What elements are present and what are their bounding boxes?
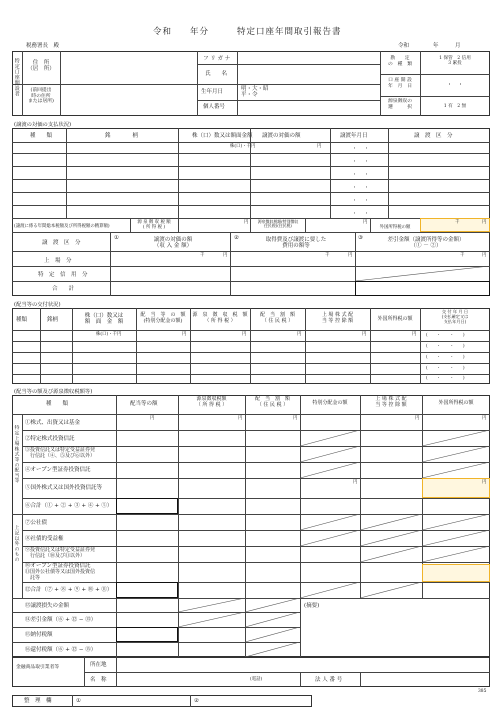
s3-col-tax: 源泉徴収税額 （ 所 得 税 ） [195, 396, 228, 408]
s1-tax-yen-1: 円 [244, 220, 249, 225]
s3-row-3: ③投資信託又は特定受益証券発 行信託（④、⑤及び⑥以外） [25, 447, 96, 459]
s2-col-tax: 源 泉 徴 収 税 額 （ 所 得 税 ） [192, 312, 248, 324]
birth-era-options: 明・大・昭 平・令 [241, 86, 269, 99]
s3-row-10: ⑩オープン型証券投資信託 [25, 563, 91, 569]
s3-row-11: ⑪国外公社債等又は国外投資信 託等 [25, 569, 96, 581]
s3-col-special: 特別分配金の額 [312, 400, 348, 406]
address-label: 住 所 （居 所） [27, 60, 55, 73]
s3-col-resident: 配 当 割 額 （ 住 民 税 ） [254, 396, 290, 408]
s1-resident-tax-label: 源泉徴収税額(特別徴収 住民税)(住民税) [257, 219, 299, 229]
s3-yen-e: 円 [482, 416, 487, 421]
s3-row-16: ⑯還付税額（⑥ + ⑫ − ⑮） [25, 647, 97, 653]
s1-summary-category: 譲 渡 区 分 [42, 240, 81, 246]
s2-row1-date: ( ・ ・ ) [426, 333, 465, 338]
s3-yen-f: 円 [353, 480, 358, 485]
section2-title: (配当等の交付状況) [14, 302, 61, 308]
s3-row-8: ⑧社債的受益権 [25, 536, 64, 542]
s3-foreign-tax-5-highlight[interactable] [422, 478, 490, 498]
s3-row-9: ⑨投資信託又は特定受益証券発 行信託（⑩及び⑪以外） [25, 547, 96, 559]
s1-total-diff-field[interactable] [355, 281, 490, 296]
furigana-label: フ リ ガ ナ [203, 56, 231, 62]
s3-remarks: (摘要) [304, 603, 320, 609]
mynumber-label: 個人番号 [203, 104, 226, 110]
s1-col-issue: 銘 柄 [105, 133, 139, 139]
s2-col-kind: 種類 [16, 317, 28, 323]
account-type-values: 1 保管 2 信用 3 累投 [439, 56, 471, 67]
header-year-2: 年 [433, 43, 439, 49]
s2-row4-date: ( ・ ・ ) [426, 366, 465, 371]
previous-address-label: (前回提出 時の住所 または居所) [28, 88, 54, 105]
s3-row-15: ⑮納付税額 [25, 632, 53, 638]
header-era-2: 令和 [398, 43, 410, 49]
withholding-values: 1 有 2 無 [443, 104, 467, 109]
s3-row-6: ⑥合計（① + ② + ③ + ④ + ⑤） [25, 503, 113, 509]
s1-foreign-yen: 円 [482, 220, 487, 225]
s1-row5-date: ・ ・ [352, 198, 371, 204]
company-location-label: 所在地 [90, 662, 107, 668]
tax-office-addressee: 税務署長 殿 [26, 43, 60, 49]
s2-yen-3: 円 [297, 332, 302, 337]
corp-number-field[interactable] [362, 674, 488, 685]
s1-tax-yen-2: 円 [363, 220, 368, 225]
company-phone-label: (電話) [250, 677, 263, 682]
s1-row-credit: 特 定 信 用 分 [38, 272, 88, 278]
s1-sum-thousand-2: 千 [325, 253, 330, 258]
s3-yen-a: 円 [150, 416, 155, 421]
company-label: 金融商品取引業者等 [16, 665, 60, 670]
s1-sum-yen-2: 円 [348, 253, 353, 258]
reference-2: ② [194, 698, 199, 704]
s1-summary-num1: ① [114, 235, 119, 241]
s3-yen-d: 円 [415, 416, 420, 421]
s1-col-category: 譲 渡 区 分 [414, 133, 453, 139]
s1-yen-unit: 円 [317, 144, 322, 149]
s3-col-div: 配当等の額 [130, 401, 158, 407]
account-open-date-dots: ・ ・ [446, 82, 464, 88]
s2-yen-1: 円 [182, 332, 187, 337]
s2-yen-4: 円 [362, 332, 367, 337]
s3-tax-paid-field[interactable] [116, 627, 178, 642]
s1-sum-thousand-3: 千 [460, 253, 465, 258]
s3-row-12: ⑫合計（⑦ + ⑧ + ⑨ + ⑩ + ⑪） [25, 587, 113, 593]
s1-row4-date: ・ ・ [352, 185, 371, 191]
s2-qty-unit: 株(口)・千円 [96, 332, 122, 337]
s3-total-12-field[interactable] [116, 582, 178, 598]
s3-yen-c: 円 [293, 416, 298, 421]
s2-row3-date: ( ・ ・ ) [426, 355, 465, 360]
s1-sum-yen-1: 円 [223, 253, 228, 258]
s1-summary-num3: ③ [358, 235, 363, 241]
name-field[interactable] [239, 66, 378, 82]
s3-row-2: ②特定株式投資信託 [25, 436, 75, 442]
s3-col-foreign: 外国所得税の額 [438, 400, 474, 406]
s3-group1-label: 特定上場株式等の配当等 [13, 425, 19, 484]
s1-summary-col2: 取得費及び譲渡に要した 費用の額等 [265, 237, 327, 250]
address-field[interactable] [62, 55, 195, 81]
withholding-label: 源泉徴収の 選 択 [388, 99, 412, 110]
s1-credit-diagonal [355, 266, 490, 281]
s2-col-foreign: 外国所得税の額 [377, 316, 413, 322]
s1-sum-yen-3: 円 [482, 253, 487, 258]
s1-summary-col3: 差引金額（譲渡所得等の金額） （① － ②） [387, 237, 465, 250]
s2-col-deduction: 上 場 株 式 配 当 等 控 除 額 [321, 312, 354, 324]
page-title: 特定口座年間取引報告書 [237, 27, 342, 37]
s2-row5-date: ( ・ ・ ) [426, 376, 465, 381]
mynumber-field[interactable] [239, 102, 378, 114]
s1-income-tax-label: 源 泉 徴 収 税 額 ( 所 得 税 ) [137, 220, 171, 231]
furigana-field[interactable] [239, 56, 378, 63]
account-type-label: 勘 定 の 種 類 [388, 56, 412, 67]
page-code: 385 [478, 689, 487, 694]
s1-foreign-thousand: 千 [455, 220, 460, 225]
header-month-2: 月 [455, 43, 461, 49]
reference-block [12, 695, 312, 707]
s2-col-div: 配 当 等 の 額 (特別分配金の額) [140, 312, 186, 324]
s1-col-date: 譲渡年月日 [340, 133, 368, 139]
s1-qty-unit: 株(口)・千円 [230, 144, 256, 149]
s3-row-5: ⑤国外株式又は国外投資信託等 [25, 485, 103, 491]
s1-col-kind: 種 類 [30, 133, 53, 139]
s2-col-qty: 株（口）数又は 額 面 金 額 [84, 313, 124, 326]
s2-col-resident: 配 当 割 額 （ 住 民 税 ） [259, 312, 295, 324]
header-era: 令和 [153, 27, 173, 37]
s1-row-listed: 上 場 分 [44, 258, 72, 264]
s2-col-issue: 銘柄 [47, 317, 59, 323]
s1-col-amount: 譲渡の対価の額 [262, 133, 301, 139]
reference-label: 整 理 欄 [24, 698, 52, 704]
section1-title: (譲渡の対価の支払状況) [14, 122, 72, 128]
s1-summary-num2: ② [234, 235, 239, 241]
s1-row6-date: ・ ・ [352, 211, 371, 217]
previous-address-field[interactable] [62, 87, 195, 113]
s2-row2-date: ( ・ ・ ) [426, 344, 465, 349]
s1-foreign-tax-label: 外国所得税の額 [379, 225, 411, 230]
s1-row-total: 合 計 [52, 286, 75, 292]
s3-yen-g: 円 [482, 480, 487, 485]
s3-group2-label: 上記以外のもの [13, 525, 19, 563]
account-open-date-label: 口 座 開 設 年 月 日 [388, 78, 412, 89]
section3-title: (配当等の額及び源泉徴収税額等) [14, 389, 93, 395]
s3-yen-b: 円 [238, 416, 243, 421]
s3-col-kind: 種 類 [46, 401, 69, 407]
s1-row1-date: ・ ・ [352, 146, 371, 152]
s3-row-7: ⑦公社債 [25, 520, 48, 526]
s3-col-deduction: 上 場 株 式 配 当 等 控 除 額 [375, 396, 407, 408]
s3-foreign-tax-11-highlight[interactable] [422, 564, 490, 582]
s3-row-4: ④オープン型証券投資信託 [25, 467, 91, 473]
s1-withheld-label: (譲渡に係る年間総本税額及び所得税額の精算額) [14, 224, 110, 229]
s3-row-1: ①株式、出資又は基金 [25, 420, 81, 426]
name-label: 氏 名 [205, 71, 228, 77]
s1-sum-thousand-1: 千 [200, 253, 205, 258]
header-year-label: 年分 [190, 27, 210, 37]
recipient-vertical-label: 特定口座開設者 [13, 58, 20, 97]
s1-row2-date: ・ ・ [352, 159, 371, 165]
birth-date-label: 生年月日 [201, 89, 224, 95]
s2-yen-5: 円 [412, 332, 417, 337]
company-name-field[interactable] [118, 674, 248, 685]
s3-total-6-field[interactable] [116, 498, 178, 514]
company-name-label: 名 称 [90, 677, 107, 683]
company-location-field[interactable] [118, 659, 488, 670]
s3-row-13: ⑬譲渡損失の金額 [25, 603, 70, 609]
s2-col-date: 交 付 年 月 日 (支払確定又は 支払年月日) [441, 309, 469, 324]
reference-1: ① [76, 698, 81, 704]
s1-row3-date: ・ ・ [352, 172, 371, 178]
s2-yen-2: 円 [242, 332, 247, 337]
s1-summary-col1: 譲渡の対価の額 （収 入 金 額） [153, 237, 193, 250]
s3-row-14: ⑭差引金額（⑥ + ⑫ − ⑬） [25, 617, 97, 623]
s1-col-qty: 株（口）数又は額面金額 [192, 133, 253, 139]
corp-number-label: 法 人 番 号 [315, 677, 343, 683]
